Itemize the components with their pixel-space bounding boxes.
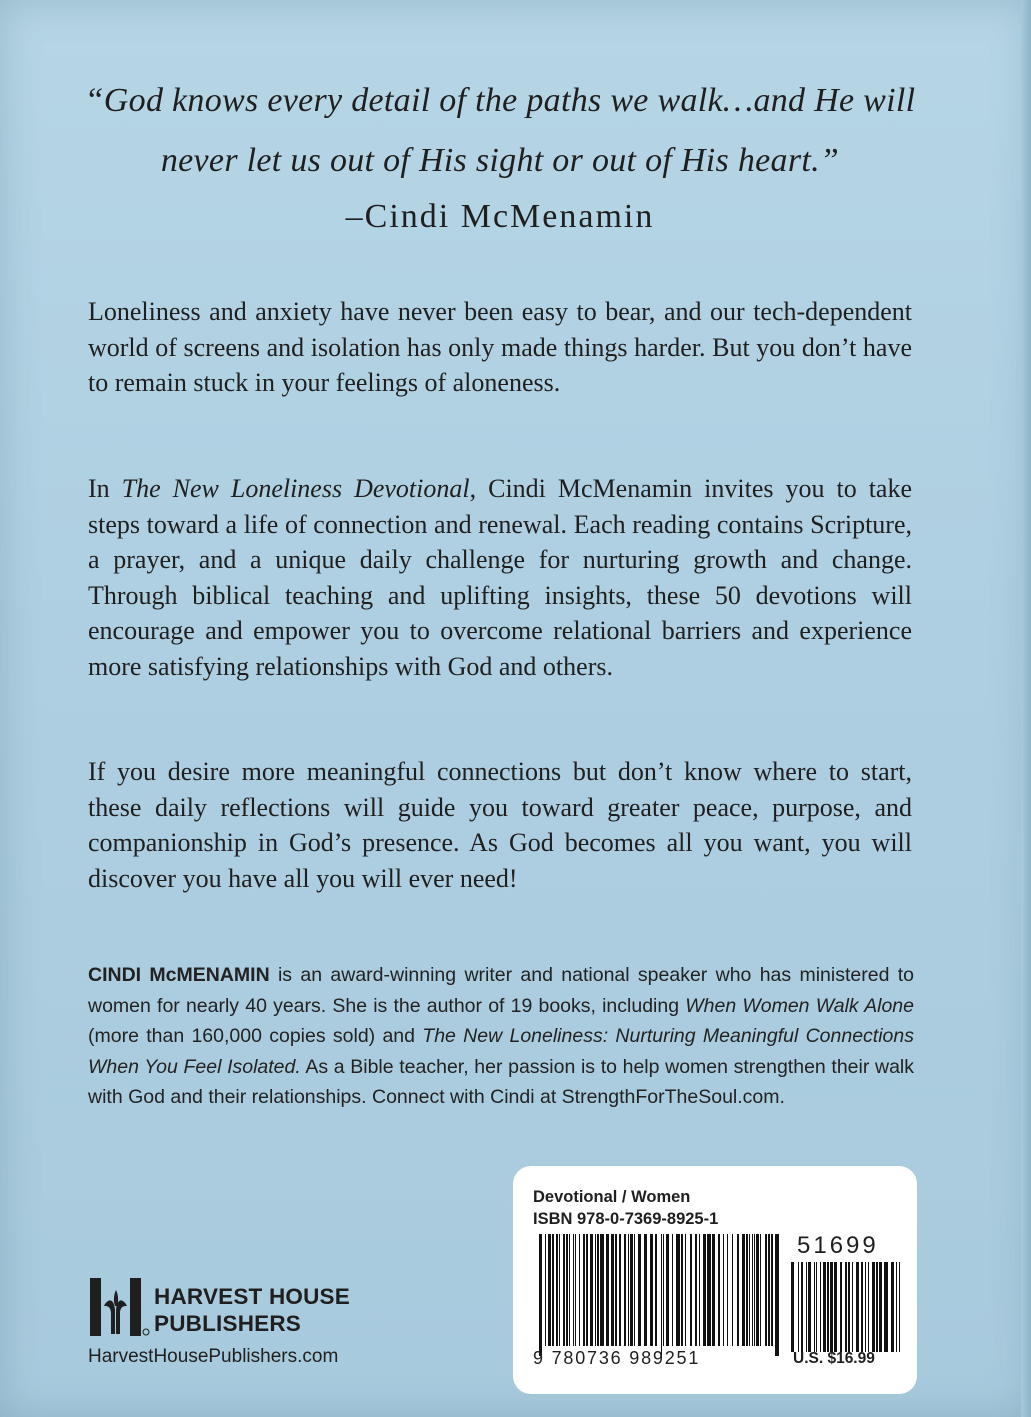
bio-text-2: (more than 160,000 copies sold) and: [88, 1025, 423, 1047]
barcode-bar: [548, 1234, 551, 1346]
isbn-text: ISBN 978-0-7369-8925-1: [533, 1210, 719, 1228]
barcode-bar: [891, 1262, 894, 1352]
barcode-bar: [760, 1234, 761, 1346]
barcode-bar: [676, 1234, 680, 1346]
barcode-bar: [884, 1262, 888, 1352]
bio-text-1: is an award-winning writer and national speaker who has ministered to women for nearly 40 years. She is the author of 19 books, including: [88, 964, 914, 1017]
barcode-bar: [749, 1234, 750, 1346]
barcode-bar: [742, 1234, 745, 1346]
barcode-bar: [634, 1234, 635, 1346]
barcode-bar: [579, 1234, 580, 1346]
barcode-bar: [703, 1234, 706, 1346]
barcode-bar: [650, 1234, 653, 1346]
barcode-bar: [638, 1234, 641, 1346]
barcode-bar: [806, 1262, 807, 1352]
barcode-bar: [899, 1262, 900, 1352]
price-text: U.S. $16.99: [793, 1350, 875, 1367]
barcode-bar: [712, 1234, 715, 1346]
description-paragraph-2: [88, 471, 912, 684]
barcode-bar: [737, 1234, 739, 1346]
barcode-bar: [707, 1234, 711, 1346]
barcode-bar: [798, 1262, 799, 1352]
barcode-bar: [573, 1234, 574, 1346]
paragraph-body: , Cindi McMenamin invites you to take steps toward a life of connection and renewal. Each reading contains Scripture, a prayer, and a unique daily challenge for nurturing growth and change. Through biblical teaching and uplifting insights, these 50 devotions will encourage and empower you to overcome relational barriers and experience more satisfying relationships with God and others.: [88, 474, 912, 681]
quote-attribution: –Cindi McMenamin: [345, 198, 655, 235]
barcode-bar: [801, 1262, 803, 1352]
barcode-bar: [628, 1234, 629, 1346]
quote-line-2: never let us out of His sight or out of His heart.”: [160, 142, 840, 179]
barcode-bar: [583, 1234, 585, 1346]
barcode-bar: [615, 1234, 617, 1346]
barcode-bar: [611, 1234, 614, 1346]
barcode-bar: [723, 1234, 724, 1346]
barcode-bar: [644, 1234, 647, 1346]
barcode-bar: [619, 1234, 621, 1346]
category-text: Devotional / Women: [533, 1188, 691, 1206]
barcode-bar: [624, 1234, 626, 1346]
barcode-bar: [681, 1234, 683, 1346]
barcode-bar: [732, 1234, 733, 1346]
isbn-barcode-digits: 9 780736 989251: [533, 1348, 701, 1368]
barcode-bar: [814, 1262, 815, 1352]
barcode-bar: [690, 1234, 692, 1346]
barcode-bar: [834, 1262, 837, 1352]
barcode-bar: [827, 1262, 829, 1352]
barcode-bar: [566, 1234, 568, 1346]
cover-edge: [1021, 0, 1031, 1417]
paragraph-lead: In: [88, 474, 122, 503]
barcode-bar: [695, 1234, 697, 1346]
quote-line-1: “God knows every detail of the paths we walk…and He will: [84, 82, 916, 119]
price-addon-barcode: [791, 1262, 901, 1352]
barcode-bar: [556, 1234, 558, 1346]
barcode-bar: [765, 1234, 767, 1346]
barcode-bar: [586, 1234, 588, 1346]
harvest-house-logo-icon: [88, 1276, 150, 1338]
barcode-bar: [879, 1262, 882, 1352]
barcode-bar: [756, 1234, 759, 1346]
barcode-bar: [718, 1234, 720, 1346]
barcode-bar: [830, 1262, 833, 1352]
isbn-barcode: [539, 1234, 779, 1356]
publisher-url: HarvestHousePublishers.com: [88, 1346, 339, 1367]
barcode-bar: [856, 1262, 859, 1352]
barcode-bar: [848, 1262, 850, 1352]
barcode-bar: [823, 1262, 826, 1352]
publisher-name-line-1: HARVEST HOUSE: [154, 1284, 350, 1309]
barcode-bar: [896, 1262, 897, 1352]
author-bio: [88, 960, 914, 1113]
barcode-bar: [661, 1234, 662, 1356]
barcode-bar: [775, 1234, 779, 1356]
barcode-bar: [539, 1234, 542, 1356]
barcode-bar: [752, 1234, 753, 1346]
author-name: CINDI McMENAMIN: [88, 964, 270, 986]
bio-text-3: As a Bible teacher, her passion is to help women strengthen their walk with God and their relationships. Connect with Cindi at StrengthForTheSoul.com.: [88, 1055, 914, 1108]
barcode-bar: [808, 1262, 811, 1352]
barcode-bar: [699, 1234, 700, 1346]
barcode-bar: [754, 1234, 755, 1346]
barcode-bar: [655, 1234, 657, 1346]
barcode-bar: [552, 1234, 554, 1346]
barcode-bar: [685, 1234, 686, 1346]
description-paragraph-1: Loneliness and anxiety have never been easy to bear, and our tech-dependent world of screens and isolation has only made things harder. But you don’t have to remain stuck in your feelings of aloneness.: [88, 297, 912, 397]
barcode-bar: [663, 1234, 664, 1346]
description-paragraph-3: If you desire more meaningful connections but don’t know where to start, these daily reflections will guide you toward greater peace, purpose, and companionship in God’s presence. As God becomes all you want, you will discover you have all you will ever need!: [88, 757, 912, 893]
barcode-bar: [768, 1234, 770, 1346]
barcode-bar: [876, 1262, 878, 1352]
barcode-bar: [840, 1262, 842, 1352]
barcode-bar: [672, 1234, 673, 1346]
barcode-bar: [666, 1234, 669, 1346]
barcode-bar: [559, 1234, 560, 1346]
barcode-bar: [595, 1234, 596, 1346]
barcode-bar: [630, 1234, 633, 1346]
barcode-bar: [865, 1262, 866, 1352]
barcode-bar: [868, 1262, 869, 1352]
barcode-bar: [545, 1234, 546, 1346]
barcode-bar: [845, 1262, 847, 1352]
bio-book-1: When Women Walk Alone: [685, 994, 914, 1017]
barcode-bar: [816, 1262, 817, 1352]
barcode-bar: [590, 1234, 593, 1346]
bio-book-2: The New Loneliness: Nurturing Meaningful Connections When You Feel Isolated.: [88, 1025, 914, 1078]
barcode-bar: [852, 1262, 853, 1352]
price-addon-number: 51699: [797, 1232, 879, 1259]
barcode-bar: [606, 1234, 609, 1346]
barcode-bar: [820, 1262, 821, 1352]
barcode-bar: [563, 1234, 565, 1346]
publisher-name-line-2: PUBLISHERS: [154, 1311, 302, 1336]
barcode-bar: [872, 1262, 875, 1352]
barcode-bar: [727, 1234, 728, 1346]
barcode-bar: [600, 1234, 604, 1346]
barcode-bar: [771, 1234, 773, 1346]
barcode-bar: [575, 1234, 576, 1346]
barcode-bar: [746, 1234, 748, 1346]
barcode-bar: [569, 1234, 570, 1346]
barcode-bar: [791, 1262, 794, 1352]
book-title: The New Loneliness Devotional: [121, 474, 470, 503]
barcode-label: [513, 1166, 917, 1394]
barcode-bar: [597, 1234, 599, 1346]
barcode-bar: [861, 1262, 863, 1352]
